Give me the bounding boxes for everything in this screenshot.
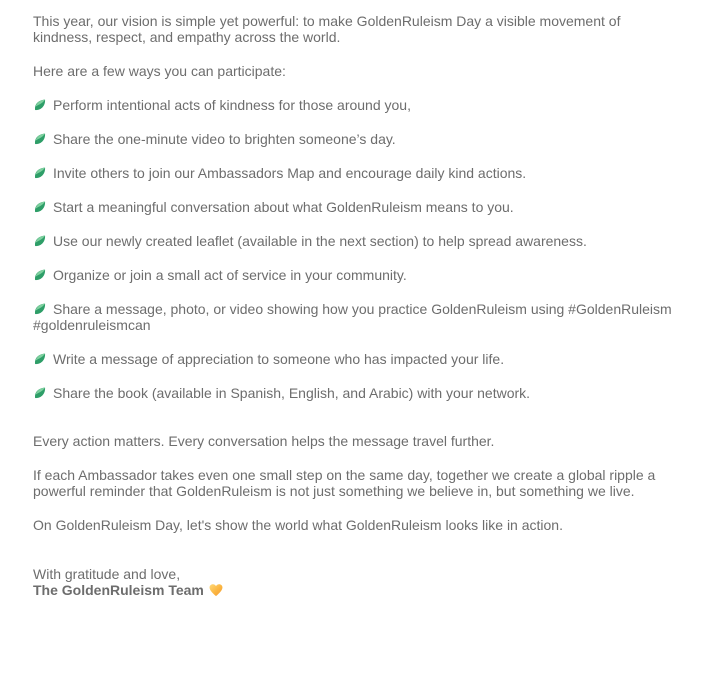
- leaf-icon: [33, 302, 47, 316]
- list-item: [33, 351, 683, 367]
- leaf-icon: [33, 98, 47, 112]
- signature: [33, 566, 683, 598]
- participate-heading: Here are a few ways you can participate:: [33, 63, 286, 79]
- closing-paragraph-3: On GoldenRuleism Day, let's show the world what GoldenRuleism looks like in action.: [33, 517, 563, 533]
- list-item-text: Share the one-minute video to brighten someone’s day.: [53, 131, 396, 147]
- leaf-icon: [33, 234, 47, 248]
- list-item: [33, 267, 683, 283]
- leaf-icon: [33, 268, 47, 282]
- list-item-text: Write a message of appreciation to someone who has impacted your life.: [53, 351, 505, 367]
- team-name: The GoldenRuleism Team: [33, 582, 204, 598]
- list-item: [33, 165, 683, 181]
- list-item: [33, 131, 683, 147]
- list-item: [33, 97, 683, 113]
- leaf-icon: [33, 352, 47, 366]
- participation-list: [33, 97, 683, 401]
- list-item-text: Invite others to join our Ambassadors Map and encourage daily kind actions.: [53, 165, 527, 181]
- list-item: [33, 385, 683, 401]
- leaf-icon: [33, 166, 47, 180]
- closing-paragraph-1: Every action matters. Every conversation helps the message travel further.: [33, 433, 495, 449]
- leaf-icon: [33, 132, 47, 146]
- intro-paragraph: This year, our vision is simple yet powerful: to make GoldenRuleism Day a visible movement of kindness, respect, and empathy across the world.: [33, 13, 621, 45]
- list-item-text: Use our newly created leaflet (available in the next section) to help spread awareness.: [53, 233, 587, 249]
- list-item-text: Share a message, photo, or video showing how you practice GoldenRuleism using #GoldenRuleism #goldenruleismcan: [33, 301, 672, 333]
- list-item-text: Start a meaningful conversation about what GoldenRuleism means to you.: [53, 199, 514, 215]
- list-item: [33, 301, 683, 333]
- list-item-text: Organize or join a small act of service in your community.: [53, 267, 407, 283]
- list-item: [33, 199, 683, 215]
- leaf-icon: [33, 386, 47, 400]
- list-item: [33, 233, 683, 249]
- closing-paragraph-2: If each Ambassador takes even one small step on the same day, together we create a global ripple a powerful reminder that GoldenRuleism is not just something we believe in, but something we live.: [33, 467, 656, 499]
- list-item-text: Share the book (available in Spanish, English, and Arabic) with your network.: [53, 385, 531, 401]
- signature-line: With gratitude and love,: [33, 566, 181, 582]
- list-item-text: Perform intentional acts of kindness for those around you,: [53, 97, 411, 113]
- yellow-heart-icon: [208, 583, 224, 598]
- leaf-icon: [33, 200, 47, 214]
